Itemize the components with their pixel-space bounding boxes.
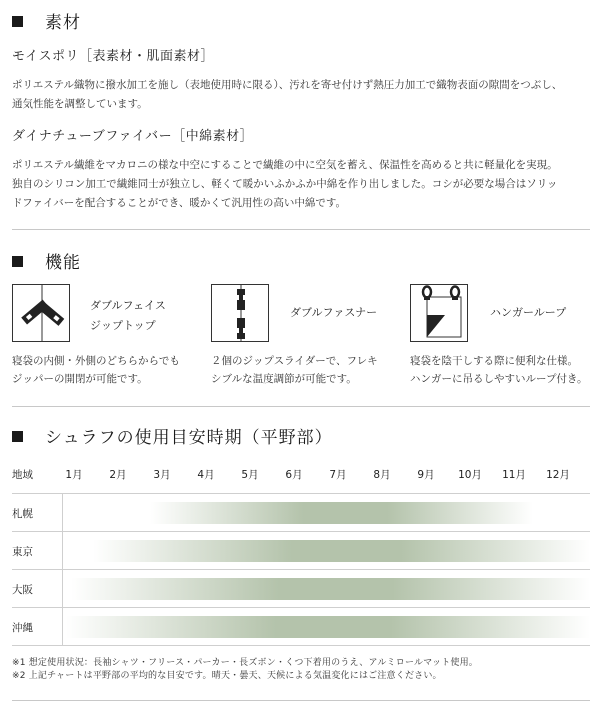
material-desc-line: 通気性能を調整しています。 <box>12 98 148 110</box>
month-label: 4月 <box>197 469 215 481</box>
month-label: 11月 <box>502 469 526 481</box>
square-bullet-icon <box>12 256 23 267</box>
section-divider <box>12 406 590 407</box>
grid-line <box>12 569 590 570</box>
region-label: 大阪 <box>12 584 33 596</box>
grid-line <box>62 493 63 645</box>
function-desc-line: ハンガーに吊るしやすいループ付き。 <box>410 373 588 385</box>
season-bar <box>66 616 590 638</box>
grid-line <box>12 493 590 494</box>
region-label: 東京 <box>12 546 33 558</box>
material-name: ダイナチューブファイバー［中綿素材］ <box>12 129 254 144</box>
material-desc <box>12 156 592 213</box>
function-name-line: ハンガーループ <box>490 306 567 319</box>
function-name-line: ダブルフェイス <box>90 299 166 312</box>
function-desc-line: ２個のジップスライダーで、フレキ <box>211 355 378 367</box>
month-label: 12月 <box>546 469 570 481</box>
function-name <box>290 303 377 323</box>
function-name <box>90 296 166 336</box>
section-divider <box>12 229 590 230</box>
grid-line <box>12 531 590 532</box>
season-chart <box>12 455 592 645</box>
footnote: ※1 想定使用状況：長袖シャツ・フリース・パーカー・長ズボン・くつ下着用のうえ、アルミロールマット使用。 <box>12 658 479 668</box>
functions-section-title <box>12 248 81 273</box>
function-name-line: ダブルファスナー <box>290 306 378 319</box>
month-label: 9月 <box>417 469 435 481</box>
grid-line <box>12 645 590 646</box>
month-label: 7月 <box>329 469 347 481</box>
month-label: 1月 <box>65 469 83 481</box>
functions-title-text: 機能 <box>45 253 81 273</box>
month-label: 5月 <box>241 469 259 481</box>
function-desc <box>211 352 401 388</box>
function-desc <box>410 352 600 388</box>
material-desc-line: ポリエステル繊維をマカロニの様な中空にすることで繊維の中に空気を蓄え、保温性を高めると共に軽量化を実現。 <box>12 159 558 171</box>
double-face-zip-icon <box>12 284 70 342</box>
material-desc-line: ドファイバーを配合することができ、暖かくて汎用性の高い中綿です。 <box>12 197 347 209</box>
materials-title-text: 素材 <box>45 13 81 33</box>
month-label: 3月 <box>153 469 171 481</box>
square-bullet-icon <box>12 431 23 442</box>
function-desc-line: 寝袋の内側・外側のどちらからでも <box>12 355 180 367</box>
month-label: 10月 <box>458 469 482 481</box>
function-desc-line: ジッパーの開閉が可能です。 <box>12 373 148 385</box>
region-header: 地域 <box>12 469 33 481</box>
region-label: 沖縄 <box>12 622 33 634</box>
materials-section-title <box>12 8 81 33</box>
region-label: 札幌 <box>12 508 33 520</box>
month-label: 6月 <box>285 469 303 481</box>
material-desc-line: 独自のシリコン加工で繊維同士が独立し、軽くて暖かいふかふか中綿を作り出しました。コシが必要な場合はソリッ <box>12 178 558 190</box>
material-name: モイスポリ［表素材・肌面素材］ <box>12 49 214 64</box>
section-divider <box>12 700 590 701</box>
month-label: 8月 <box>373 469 391 481</box>
season-title-text: シュラフの使用目安時期（平野部） <box>45 428 333 448</box>
material-desc-line: ポリエステル織物に撥水加工を施し（表地使用時に限る）、汚れを寄せ付けず熱圧力加工で織物表面の隙間をつぶし、 <box>12 79 563 91</box>
function-desc-line: 寝袋を陰干しする際に便利な仕様。 <box>410 355 578 367</box>
season-bar <box>150 502 533 524</box>
double-fastener-icon <box>211 284 269 342</box>
season-bar <box>71 578 590 600</box>
grid-line <box>12 607 590 608</box>
season-bar <box>93 540 590 562</box>
season-section-title <box>12 423 333 448</box>
square-bullet-icon <box>12 16 23 27</box>
function-desc-line: シブルな温度調節が可能です。 <box>211 373 357 385</box>
function-desc <box>12 352 202 388</box>
material-desc <box>12 76 592 114</box>
footnote: ※2 上記チャートは平野部の平均的な目安です。晴天・曇天、天候による気温変化にはご注意ください。 <box>12 671 442 681</box>
month-label: 2月 <box>109 469 127 481</box>
function-name <box>490 303 566 323</box>
hanger-loop-icon <box>410 284 468 342</box>
function-name-line: ジップトップ <box>90 319 156 332</box>
